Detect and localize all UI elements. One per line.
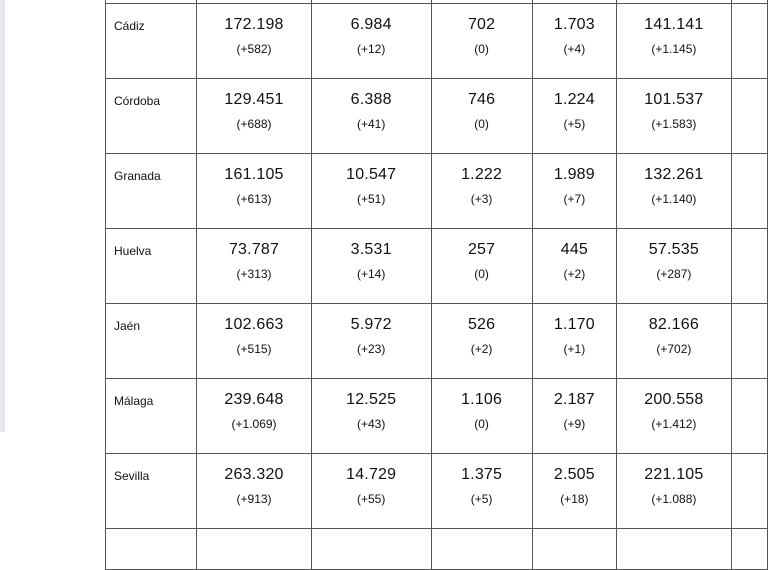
cell-total-value: 239.648 [224,391,284,408]
table-row-cropped [106,529,768,570]
table-cell [197,379,311,454]
table-cell [532,229,617,304]
table-cell [311,229,431,304]
table-cell [617,379,731,454]
cell-total-value: 263.320 [224,466,284,483]
table-cell [532,154,617,229]
table-cell-cropped [731,229,767,304]
cell-change-value: (+23) [357,342,386,356]
cell-change-value: (+913) [236,492,272,506]
viewer-side-strip [0,0,5,432]
cell-change-value: (0) [474,267,489,281]
province-name: Granada [106,154,197,229]
cell-change-value: (+702) [656,342,692,356]
province-name: Cádiz [106,4,197,79]
cell-change-value: (+515) [236,342,272,356]
table-cell [431,79,532,154]
cell-change-value: (+51) [357,192,386,206]
cell-change-value: (+9) [563,417,586,431]
cell-change-value: (+313) [236,267,272,281]
cell-total-value: 161.105 [224,166,284,183]
cell-change-value: (+613) [236,192,272,206]
table-cell-cropped [617,529,731,570]
cell-total-value: 141.141 [644,16,704,33]
cell-change-value: (+1.069) [231,417,277,431]
cell-total-value: 746 [467,91,496,108]
cell-change-value: (+1.412) [651,417,697,431]
table-cell [197,454,311,529]
table-cell [617,4,731,79]
table-cell [311,454,431,529]
table-cell [532,4,617,79]
cell-change-value: (+1.088) [651,492,697,506]
province-name: Córdoba [106,79,197,154]
cell-change-value: (+5) [563,117,586,131]
cell-change-value: (+7) [563,192,586,206]
cell-total-value: 12.525 [346,391,397,408]
cell-change-value: (+2) [470,342,493,356]
table-cell [617,79,731,154]
cell-total-value: 1.703 [553,16,595,33]
province-data-table [105,0,768,570]
cell-total-value: 10.547 [346,166,397,183]
cell-total-value: 57.535 [648,241,699,258]
table-cell [617,454,731,529]
cell-change-value: (+43) [357,417,386,431]
cell-change-value: (+5) [470,492,493,506]
cell-total-value: 5.972 [350,316,392,333]
cell-change-value: (+3) [470,192,493,206]
cell-change-value: (+582) [236,42,272,56]
cell-change-value: (+4) [563,42,586,56]
table-cell [431,4,532,79]
table-cell-cropped [431,529,532,570]
table-cell [311,304,431,379]
cell-total-value: 1.170 [553,316,595,333]
table-cell [197,304,311,379]
table-row [106,4,768,79]
table-cell [197,79,311,154]
cell-total-value: 102.663 [224,316,284,333]
table-cell [311,154,431,229]
cell-change-value: (+1.583) [651,117,697,131]
cell-change-value: (+1.140) [651,192,697,206]
cell-total-value: 702 [467,16,496,33]
table-row [106,304,768,379]
cell-total-value: 1.224 [553,91,595,108]
cell-total-value: 172.198 [224,16,284,33]
table-row [106,229,768,304]
cell-change-value: (0) [474,417,489,431]
cell-total-value: 2.505 [553,466,595,483]
table-cell [311,379,431,454]
table-cell [431,154,532,229]
table-cell [617,304,731,379]
cell-change-value: (+2) [563,267,586,281]
cell-change-value: (+55) [357,492,386,506]
table-cell [431,229,532,304]
cell-change-value: (0) [474,117,489,131]
table-cell-cropped [731,4,767,79]
table-cell-cropped [532,529,617,570]
cell-change-value: (+1) [563,342,586,356]
cell-change-value: (+1.145) [651,42,697,56]
table-row [106,154,768,229]
cell-total-value: 1.222 [461,166,503,183]
cell-total-value: 526 [467,316,496,333]
province-name: Jaén [106,304,197,379]
table-cell [532,79,617,154]
cell-change-value: (+18) [560,492,589,506]
cell-change-value: (+688) [236,117,272,131]
table-row [106,79,768,154]
table-cell-cropped [106,529,197,570]
cell-total-value: 1.989 [553,166,595,183]
table-cell [431,379,532,454]
cell-change-value: (+14) [357,267,386,281]
table-cell [311,4,431,79]
table-cell-cropped [731,454,767,529]
table-cell [532,454,617,529]
cell-total-value: 73.787 [228,241,280,258]
table-cell [431,304,532,379]
table-cell [532,379,617,454]
table-cell [617,154,731,229]
cell-total-value: 2.187 [553,391,595,408]
cell-total-value: 82.166 [648,316,699,333]
table-cell-cropped [311,529,431,570]
cell-total-value: 14.729 [346,466,397,483]
table-cell [311,79,431,154]
cell-change-value: (+287) [656,267,692,281]
cell-total-value: 6.984 [350,16,392,33]
cell-total-value: 6.388 [350,91,392,108]
table-cell [431,454,532,529]
table-cell-cropped [731,529,767,570]
province-name: Málaga [106,379,197,454]
table-cell-cropped [731,79,767,154]
table-cell [197,229,311,304]
table-row [106,379,768,454]
table-cell [617,229,731,304]
cell-change-value: (+41) [357,117,386,131]
table-cell-cropped [197,529,311,570]
cell-total-value: 257 [467,241,496,258]
table-cell-cropped [731,154,767,229]
table-cell-cropped [731,304,767,379]
table-cell [197,4,311,79]
province-name: Sevilla [106,454,197,529]
cell-total-value: 445 [560,241,589,258]
cell-change-value: (+12) [357,42,386,56]
cell-total-value: 221.105 [644,466,704,483]
cell-total-value: 3.531 [350,241,392,258]
cell-total-value: 101.537 [644,91,704,108]
cell-total-value: 1.375 [461,466,503,483]
cell-change-value: (0) [474,42,489,56]
table-cell [532,304,617,379]
table-cell-cropped [731,379,767,454]
table-cell [197,154,311,229]
cell-total-value: 200.558 [644,391,704,408]
cell-total-value: 129.451 [224,91,284,108]
table-row [106,454,768,529]
cell-total-value: 132.261 [644,166,704,183]
province-name: Huelva [106,229,197,304]
cell-total-value: 1.106 [461,391,503,408]
